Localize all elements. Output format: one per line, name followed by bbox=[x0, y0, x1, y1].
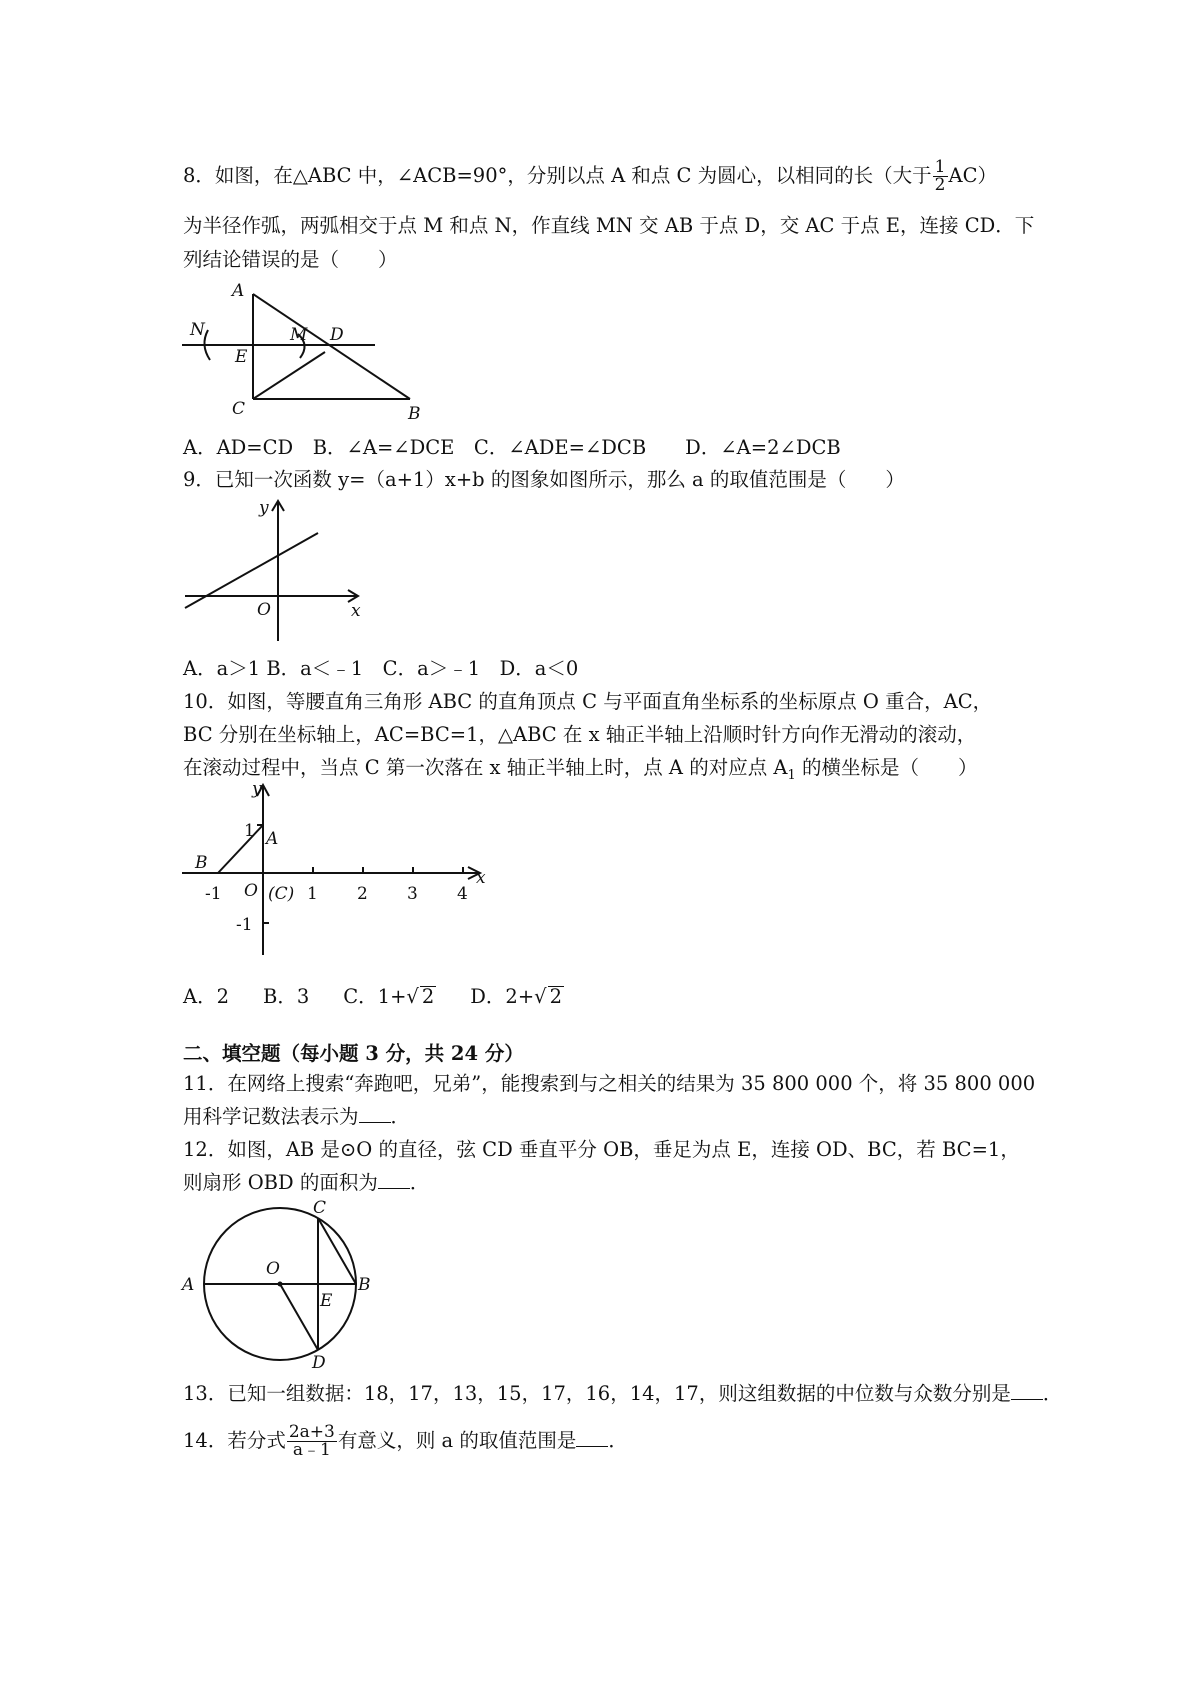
q12-label-a: A bbox=[182, 1275, 195, 1295]
q8-options: A．AD=CD B．∠A=∠DCE C．∠ADE=∠DCB D．∠A=2∠DCB bbox=[183, 436, 841, 459]
q10-tick-4: 4 bbox=[457, 884, 468, 904]
q8-figure bbox=[180, 282, 420, 422]
q14-text: 14．若分式 $\frac{2a+3}{a﹣1}$ 有意义，则 a 的取值范围是 ． bbox=[183, 1422, 628, 1460]
q8-label-n: N bbox=[190, 320, 205, 340]
q10-line1: 10．如图，等腰直角三角形 ABC 的直角顶点 C 与平面直角坐标系的坐标原点 O 重合，AC， bbox=[183, 690, 993, 713]
q8-label-a: A bbox=[232, 282, 245, 301]
q10-label-c: (C) bbox=[268, 884, 295, 904]
q12-line1: 12．如图，AB 是⊙O 的直径，弦 CD 垂直平分 OB，垂足为点 E，连接 OD、BC，若 BC=1， bbox=[183, 1138, 1020, 1161]
q10-label-x: x bbox=[476, 868, 486, 888]
q10-label-o: O bbox=[244, 881, 258, 901]
q9-options: A．a＞1 B．a＜﹣1 C．a＞﹣1 D．a＜0 bbox=[183, 657, 579, 680]
q12-label-o: O bbox=[266, 1259, 280, 1279]
q10-tick-neg1-y: -1 bbox=[236, 915, 253, 935]
q10-tick-2: 2 bbox=[357, 884, 368, 904]
q10-label-one-y: 1 bbox=[244, 821, 255, 841]
q8-label-d: D bbox=[330, 325, 344, 345]
q10-figure bbox=[180, 780, 500, 960]
q12-figure bbox=[180, 1198, 380, 1370]
q10-label-y: y bbox=[252, 780, 262, 799]
q8-label-e: E bbox=[235, 347, 248, 367]
q9-label-x: x bbox=[351, 601, 361, 621]
q14-answer-blank bbox=[576, 1428, 608, 1447]
q10-label-a: A bbox=[266, 829, 279, 849]
q12-center-point bbox=[278, 1282, 283, 1287]
q10-line2: BC 分别在坐标轴上，AC=BC=1，△ABC 在 x 轴正半轴上沿顺时针方向作无滑动的滚动， bbox=[183, 723, 977, 746]
q9-figure bbox=[183, 493, 363, 648]
q9-label-y: y bbox=[259, 498, 269, 518]
q9-stem: 9．已知一次函数 y=（a+1）x+b 的图象如图所示，那么 a 的取值范围是（ ） bbox=[183, 468, 905, 491]
q8-label-c: C bbox=[232, 399, 246, 419]
q10-tick-1: 1 bbox=[307, 884, 318, 904]
q14-fraction: $\frac{2a+3}{a﹣1}$ bbox=[288, 1422, 335, 1460]
q8-line3: 列结论错误的是（ ） bbox=[183, 248, 398, 271]
q9-label-o: O bbox=[257, 600, 271, 620]
q11-answer-blank bbox=[359, 1104, 391, 1123]
q11-line1: 11．在网络上搜索“奔跑吧，兄弟”，能搜索到与之相关的结果为 35 800 000 个，将 35 800 000 bbox=[183, 1072, 1036, 1095]
q11-line2: 用科学记数法表示为 ． bbox=[183, 1105, 411, 1128]
q8-line2: 为半径作弧，两弧相交于点 M 和点 N，作直线 MN 交 AB 于点 D，交 AC 于点 E，连接 CD．下 bbox=[183, 214, 1035, 237]
q10-line3: 在滚动过程中，当点 C 第一次落在 x 轴正半轴上时，点 A 的对应点 $A_1$ 的横坐标是（ ） bbox=[183, 756, 978, 783]
q10-tick-3: 3 bbox=[407, 884, 418, 904]
q8-label-m: M bbox=[290, 325, 308, 345]
q12-label-d: D bbox=[312, 1353, 326, 1370]
q12-label-b: B bbox=[358, 1275, 371, 1295]
q10-tick-neg1: -1 bbox=[205, 884, 222, 904]
section2-heading: 二、填空题（每小题 3 分，共 24 分） bbox=[183, 1042, 524, 1065]
q8-fraction: $\frac{1}{2}$ bbox=[934, 157, 946, 195]
q12-answer-blank bbox=[378, 1170, 410, 1189]
q10-options: A．2 B．3 C．1+√ 2 D．2+√ 2 bbox=[183, 985, 563, 1008]
q12-label-e: E bbox=[320, 1291, 333, 1311]
q8-label-b: B bbox=[408, 404, 420, 422]
q13-answer-blank bbox=[1011, 1381, 1043, 1400]
q12-line2: 则扇形 OBD 的面积为 ． bbox=[183, 1171, 430, 1194]
q12-label-c: C bbox=[313, 1198, 327, 1218]
q13-text: 13．已知一组数据：18，17，13，15，17，16，14，17，则这组数据的中位数与众数分别是 ． bbox=[183, 1382, 1063, 1405]
q8-line1: 8．如图，在△ABC 中，∠ACB=90°，分别以点 A 和点 C 为圆心，以相同的长（大于 $\frac{1}{2}$ AC） bbox=[183, 157, 998, 195]
q10-label-b: B bbox=[195, 853, 208, 873]
